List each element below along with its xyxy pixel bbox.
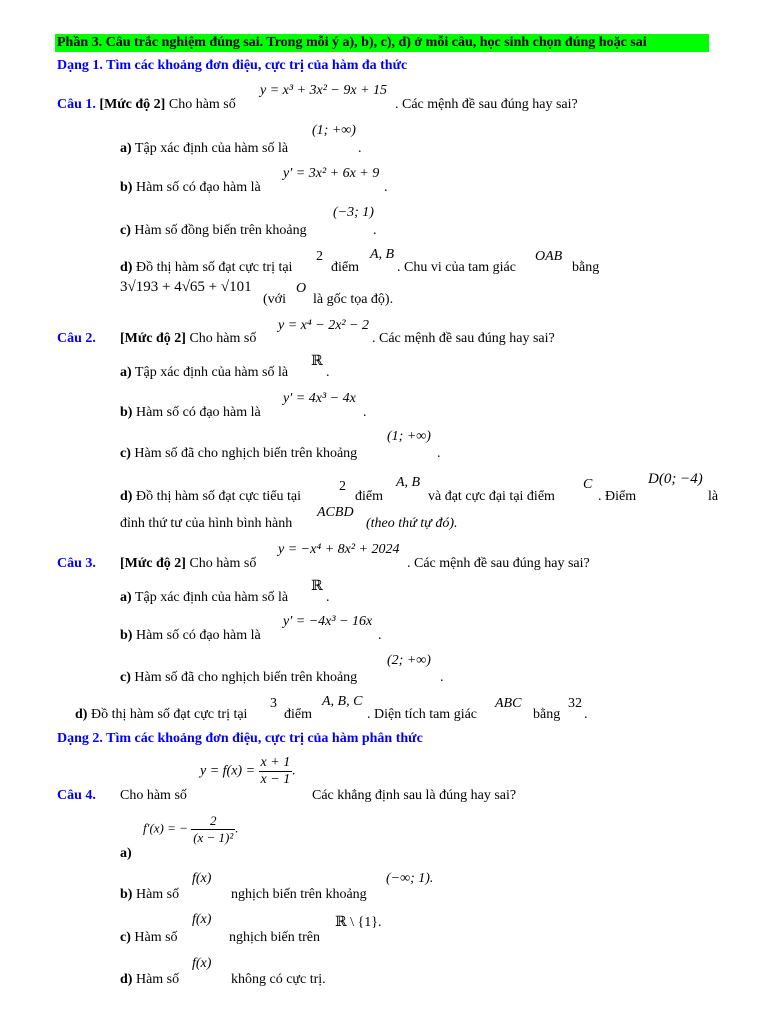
q1-a-text: Tập xác định của hàm số là bbox=[134, 141, 289, 156]
q3-d-tri: ABC bbox=[495, 696, 522, 711]
q1-c-label: c) bbox=[120, 223, 131, 238]
q1-b-dot: . bbox=[384, 180, 388, 195]
q4-a-den: (x − 1)² bbox=[193, 830, 234, 845]
q3-label: Câu 3. bbox=[57, 556, 96, 571]
q4-a-math: f′(x) = − $\frac{2}{\text{(x − 1)²}}$ . bbox=[143, 813, 239, 845]
q3-b-math: y′ = −4x³ − 16x bbox=[283, 614, 373, 629]
q4-a-label: a) bbox=[120, 846, 132, 861]
q4-d-f: f(x) bbox=[192, 956, 212, 971]
q4-func-fraction bbox=[259, 755, 293, 788]
q2-b-label: b) bbox=[120, 405, 133, 420]
q3-d-value: 32 bbox=[568, 696, 582, 711]
q3-a-math: ℝ bbox=[311, 579, 323, 594]
q1-d-text4: bằng bbox=[572, 260, 600, 275]
q4-c-label: c) bbox=[120, 930, 131, 945]
q2-a-math: ℝ bbox=[311, 354, 323, 369]
q4-a-fraction bbox=[191, 813, 235, 846]
q4-func-lhs: y = f(x) = bbox=[200, 763, 256, 779]
q2-a-text: Tập xác định của hàm số là bbox=[134, 365, 289, 380]
q1-intro: Cho hàm số bbox=[168, 97, 236, 112]
q1-function: y = x³ + 3x² − 9x + 15 bbox=[260, 83, 388, 98]
q2-function: y = x⁴ − 2x² − 2 bbox=[278, 318, 370, 333]
q1-c bbox=[120, 223, 307, 239]
q1-a bbox=[120, 141, 288, 157]
q2-d-num: 2 bbox=[339, 479, 346, 494]
q2-c-math: (1; +∞) bbox=[387, 429, 431, 444]
q2-b-text: Hàm số có đạo hàm là bbox=[135, 405, 261, 420]
q1-b-math: y′ = 3x² + 6x + 9 bbox=[283, 166, 380, 181]
q1-d-text5: (với bbox=[263, 292, 286, 307]
q2-label: Câu 2. bbox=[57, 331, 96, 346]
q1-d-tri: OAB bbox=[535, 249, 563, 264]
q3-c-label: c) bbox=[120, 670, 131, 685]
q2-d-text2: điểm bbox=[355, 489, 383, 504]
q2-b bbox=[120, 405, 261, 421]
q4-a-lhs: f′(x) = − bbox=[143, 820, 188, 836]
q2-c-dot: . bbox=[437, 446, 441, 461]
q2-a-dot: . bbox=[326, 365, 330, 380]
q2-stem bbox=[120, 331, 256, 347]
q3-d-num: 3 bbox=[270, 696, 277, 711]
q4-func-den: x − 1 bbox=[260, 772, 291, 787]
q1-d-text6: là gốc tọa độ). bbox=[313, 292, 394, 307]
q1-d-num: 2 bbox=[316, 249, 323, 264]
q3-a-text: Tập xác định của hàm số là bbox=[134, 590, 289, 605]
q2-level: [Mức độ 2] bbox=[120, 331, 186, 346]
q1-level: [Mức độ 2] bbox=[99, 97, 166, 112]
q1-d-text2: điểm bbox=[331, 260, 359, 275]
q1-tail: . Các mệnh đề sau đúng hay sai? bbox=[395, 97, 578, 112]
q3-a-label: a) bbox=[120, 590, 132, 605]
q3-d-label: d) bbox=[75, 707, 88, 722]
q4-d-text1: Hàm số bbox=[135, 972, 180, 987]
q1-a-dot: . bbox=[358, 141, 362, 156]
q3-c bbox=[120, 670, 357, 686]
q4-c bbox=[120, 930, 178, 946]
q4-c-text2: nghịch biến trên bbox=[229, 930, 320, 945]
q1-d-text3: . Chu vi của tam giác bbox=[397, 260, 516, 275]
q2-d-C: C bbox=[583, 477, 593, 492]
q1-c-dot: . bbox=[373, 223, 377, 238]
q1-d-O: O bbox=[296, 281, 307, 296]
q3-level: [Mức độ 2] bbox=[120, 556, 186, 571]
q4-a-num: 2 bbox=[191, 813, 235, 830]
q4-c-f: f(x) bbox=[192, 912, 212, 927]
q2-d-pts: A, B bbox=[396, 475, 421, 490]
q2-d-text4: . Điểm bbox=[598, 489, 637, 504]
q1-d-label: d) bbox=[120, 260, 133, 275]
q4-label: Câu 4. bbox=[57, 788, 96, 803]
q3-tail: . Các mệnh đề sau đúng hay sai? bbox=[407, 556, 590, 571]
q3-a-dot: . bbox=[326, 590, 330, 605]
q2-a bbox=[120, 365, 288, 381]
q3-function: y = −x⁴ + 8x² + 2024 bbox=[278, 542, 400, 557]
q2-c-label: c) bbox=[120, 446, 131, 461]
q4-tail: Các khẳng định sau là đúng hay sai? bbox=[312, 788, 517, 803]
q2-d-text7: (theo thứ tự đó). bbox=[366, 516, 458, 531]
q2-d-text3: và đạt cực đại tại điểm bbox=[428, 489, 555, 504]
q2-b-dot: . bbox=[363, 405, 367, 420]
q3-b bbox=[120, 628, 261, 644]
q3-stem bbox=[120, 556, 256, 572]
q3-d-text3: . Diện tích tam giác bbox=[367, 707, 478, 722]
q4-d-label: d) bbox=[120, 972, 133, 987]
q4-b-text2: nghịch biến trên khoảng bbox=[231, 887, 367, 902]
q4-b-math: (−∞; 1). bbox=[386, 871, 434, 886]
q3-a bbox=[120, 590, 288, 606]
q3-c-math: (2; +∞) bbox=[387, 653, 431, 668]
q1-d bbox=[120, 260, 292, 276]
q4-b bbox=[120, 887, 179, 903]
q2-intro: Cho hàm số bbox=[189, 331, 257, 346]
q3-b-dot: . bbox=[378, 628, 382, 643]
q1-d-pts: A, B bbox=[370, 247, 395, 262]
q4-d-text2: không có cực trị. bbox=[231, 972, 326, 987]
q2-tail: . Các mệnh đề sau đúng hay sai? bbox=[372, 331, 555, 346]
q4-function: y = f(x) = $\frac{x + 1}{x - 1}$ . bbox=[200, 755, 296, 787]
q1-c-math: (−3; 1) bbox=[333, 205, 374, 220]
q1-b bbox=[120, 180, 261, 196]
q4-c-math: ℝ \ {1}. bbox=[335, 915, 382, 930]
q2-d-quad: ACBD bbox=[317, 505, 354, 520]
q4-intro: Cho hàm số bbox=[120, 788, 187, 803]
q4-func-num: x + 1 bbox=[260, 755, 291, 770]
q2-a-label: a) bbox=[120, 365, 132, 380]
q3-b-text: Hàm số có đạo hàm là bbox=[135, 628, 261, 643]
q1-d-text1: Đồ thị hàm số đạt cực trị tại bbox=[135, 260, 293, 275]
q1-b-label: b) bbox=[120, 180, 133, 195]
q4-b-text1: Hàm số bbox=[135, 887, 180, 902]
section1-title: Dạng 1. Tìm các khoảng đơn điệu, cực trị của hàm đa thức bbox=[57, 58, 408, 73]
q2-d-label: d) bbox=[120, 489, 133, 504]
q2-d-D: D(0; −4) bbox=[648, 471, 703, 487]
q2-d-text6: đỉnh thứ tư của hình bình hành bbox=[120, 516, 293, 531]
section2-title: Dạng 2. Tìm các khoảng đơn điệu, cực trị của hàm phân thức bbox=[57, 731, 423, 746]
q3-d-text1: Đồ thị hàm số đạt cực trị tại bbox=[90, 707, 248, 722]
q1-d-value: 3√193 + 4√65 + √101 bbox=[120, 279, 252, 295]
q2-c-text: Hàm số đã cho nghịch biến trên khoảng bbox=[134, 446, 358, 461]
q4-b-label: b) bbox=[120, 887, 133, 902]
q2-b-math: y′ = 4x³ − 4x bbox=[283, 391, 356, 406]
q1-stem bbox=[57, 97, 236, 113]
q2-d bbox=[120, 489, 301, 505]
q4-c-text1: Hàm số bbox=[134, 930, 178, 945]
q3-d bbox=[75, 707, 247, 723]
q3-d-pts: A, B, C bbox=[322, 694, 363, 709]
q3-d-text2: điểm bbox=[284, 707, 312, 722]
q1-a-math: (1; +∞) bbox=[312, 123, 356, 138]
q2-d-text1: Đồ thị hàm số đạt cực tiểu tại bbox=[135, 489, 301, 504]
q3-d-dot: . bbox=[584, 707, 588, 722]
q1-b-text: Hàm số có đạo hàm là bbox=[135, 180, 261, 195]
q3-d-text4: bằng bbox=[533, 707, 561, 722]
q2-c bbox=[120, 446, 357, 462]
q3-b-label: b) bbox=[120, 628, 133, 643]
q3-c-dot: . bbox=[440, 670, 444, 685]
q1-a-label: a) bbox=[120, 141, 132, 156]
q1-label: Câu 1. bbox=[57, 97, 96, 112]
q4-d bbox=[120, 972, 179, 988]
q1-c-text: Hàm số đồng biến trên khoảng bbox=[134, 223, 307, 238]
section-header: Phần 3. Câu trắc nghiệm đúng sai. Trong mỗi ý a), b), c), d) ở mỗi câu, học sinh chọn đúng hoặc sai bbox=[57, 35, 647, 50]
q3-intro: Cho hàm số bbox=[189, 556, 257, 571]
q4-b-f: f(x) bbox=[192, 871, 212, 886]
q3-c-text: Hàm số đã cho nghịch biến trên khoảng bbox=[134, 670, 358, 685]
q2-d-text5: là bbox=[708, 489, 719, 504]
